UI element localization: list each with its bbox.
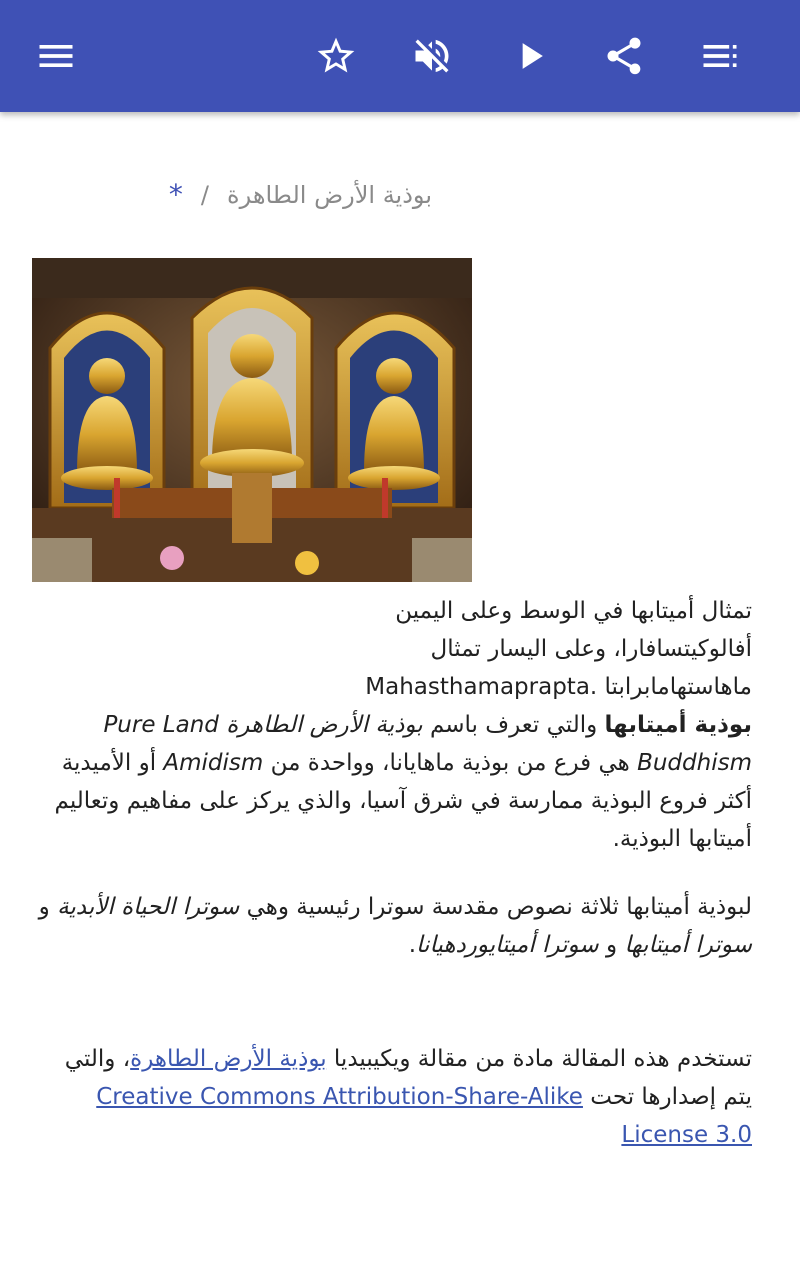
table-of-contents-button[interactable] [692,28,748,84]
image-caption [312,592,752,706]
italic-term-latin: Amidism [163,750,264,776]
text-run: و [38,894,58,920]
menu-button[interactable] [28,28,84,84]
license-link[interactable]: Creative Commons Attribution-Share-Alike License 3.0 [96,1084,752,1148]
breadcrumb [32,178,432,222]
italic-term: سوترا الحياة الأبدية [57,894,240,920]
article-image [32,258,472,582]
text-run: والتي تعرف باسم [422,712,605,738]
article-body [32,592,752,1154]
italic-term: بوذية الأرض الطاهرة [226,712,423,738]
italic-term-latin: Pure Land Buddhism [103,712,752,776]
bold-term: بوذية أميتابها [604,712,752,738]
share-button[interactable] [596,28,652,84]
menu-icon [34,34,78,78]
app-bar [0,0,800,112]
text-run: تستخدم هذه المقالة مادة من مقالة ويكيبيديا [326,1046,752,1072]
text-run: لبوذية أميتابها ثلاثة نصوص مقدسة سوترا رئيسية وهي [239,894,752,920]
caption-line: أفالوكيتسافارا، وعلى اليسار تمثال [430,636,752,662]
attribution-notice [32,1040,752,1154]
paragraph-intro [32,706,752,858]
italic-term: سوترا أميتابها [624,932,752,958]
share-icon [602,34,646,78]
play-button[interactable] [502,28,558,84]
star-icon [314,34,358,78]
mute-button[interactable] [404,28,460,84]
caption-line: تمثال أميتابها في الوسط وعلى اليمين [395,598,752,624]
play-icon [508,34,552,78]
breadcrumb-current: بوذية الأرض الطاهرة [227,180,432,209]
breadcrumb-separator: / [200,180,210,209]
text-run: ، والتي يتم إصدارها تحت [64,1046,752,1110]
italic-term: سوترا أميتايوردهيانا [416,932,599,958]
caption-line: ماهاستهامابرابتا [604,674,752,700]
wikipedia-article-link[interactable]: بوذية الأرض الطاهرة [130,1046,327,1072]
volume-off-icon [410,34,454,78]
text-run: . [408,932,417,958]
paragraph-sutras [32,888,752,964]
text-run: هي فرع من بوذية ماهايانا، وواحدة من [263,750,638,776]
favorite-button[interactable] [308,28,364,84]
breadcrumb-home-link[interactable]: * [168,178,183,211]
text-run: أو الأميدية أكثر فروع البوذية ممارسة في شرق آسيا، والذي يركز على مفاهيم وتعاليم أميتابها البوذية. [54,750,752,852]
text-run: و [598,932,625,958]
playlist-icon [698,34,742,78]
caption-line-latin: Mahasthamaprapta. [365,674,598,700]
